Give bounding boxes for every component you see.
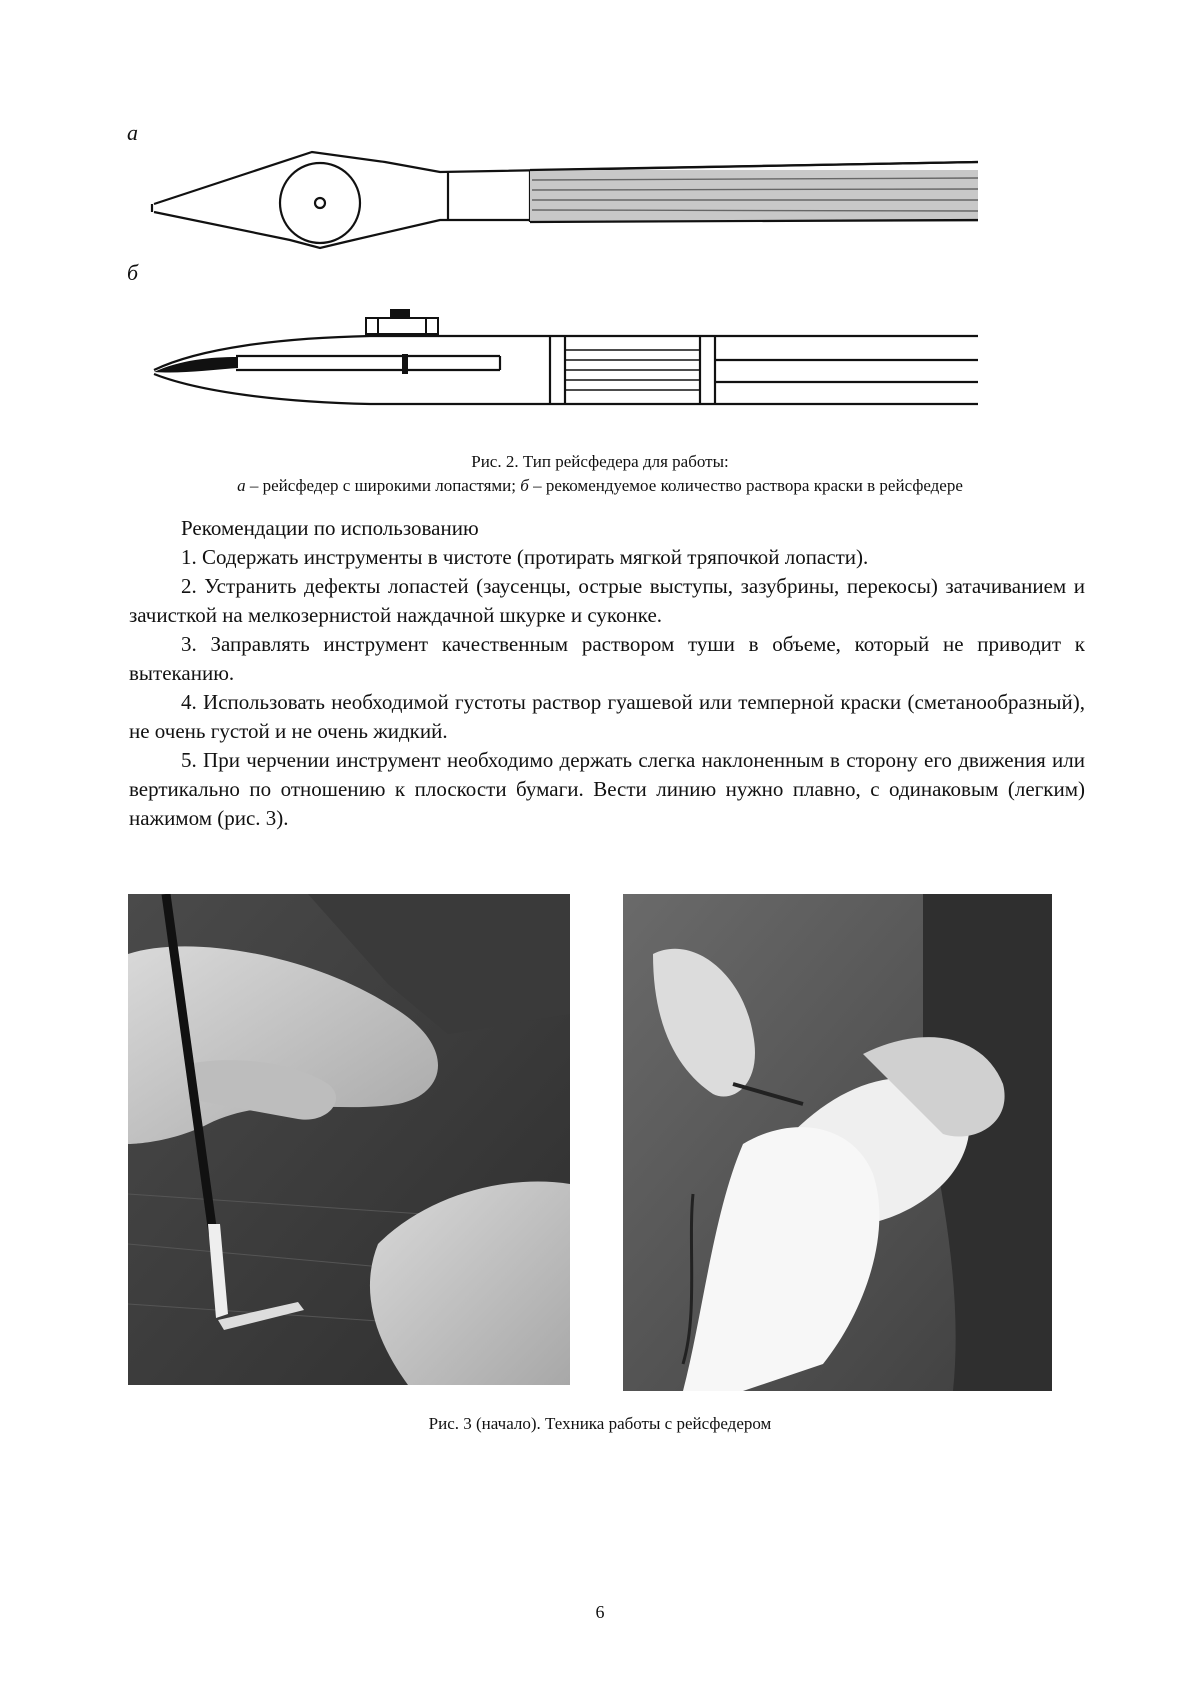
caption-text-b: – рекомендуемое количество раствора краски в рейсфедере: [528, 476, 963, 495]
caption-letter-b: б: [520, 476, 529, 495]
page-number: 6: [595, 1602, 605, 1622]
recommendation-item-1: 1. Содержать инструменты в чистоте (протирать мягкой тряпочкой лопасти).: [181, 545, 869, 569]
recommendation-item-2: 2. Устранить дефекты лопастей (заусенцы, острые выступы, зазубрины, перекосы) затачиванием и зачисткой на мелкозернистой наждачной шкурке и суконке.: [129, 574, 1085, 627]
figure-label-b: б: [127, 260, 139, 285]
figure-2-caption-title: Рис. 2. Тип рейсфедера для работы:: [471, 452, 729, 471]
figure-2-caption-legend: [0, 474, 1200, 498]
ruling-pen-paint-quantity-drawing: [140, 300, 1090, 430]
caption-letter-a: а: [237, 476, 246, 495]
recommendations-section: [129, 514, 1085, 833]
figure-label-a: а: [127, 120, 138, 145]
recommendation-item-5: 5. При черчении инструмент необходимо держать слегка наклоненным в сторону его движения или вертикально по отношению к плоскости бумаги. Вести линию нужно плавно, с одинаковым (легким) нажимом (рис. 3).: [129, 748, 1085, 830]
caption-text-a: – рейсфедер с широкими лопастями;: [245, 476, 521, 495]
recommendation-item-3: 3. Заправлять инструмент качественным раствором туши в объеме, который не приводит к вытеканию.: [129, 632, 1085, 685]
photo-cleaning-ruling-pen: [623, 894, 1052, 1391]
recommendation-item-4: 4. Использовать необходимой густоты раствор гуашевой или темперной краски (сметанообразный), не очень густой и не очень жидкий.: [129, 690, 1085, 743]
photo-filling-ruling-pen: [128, 894, 570, 1385]
ruling-pen-wide-blades-drawing: [140, 140, 1090, 260]
recommendations-heading: Рекомендации по использованию: [181, 516, 479, 540]
figure-3-caption: Рис. 3 (начало). Техника работы с рейсфедером: [428, 1414, 772, 1433]
